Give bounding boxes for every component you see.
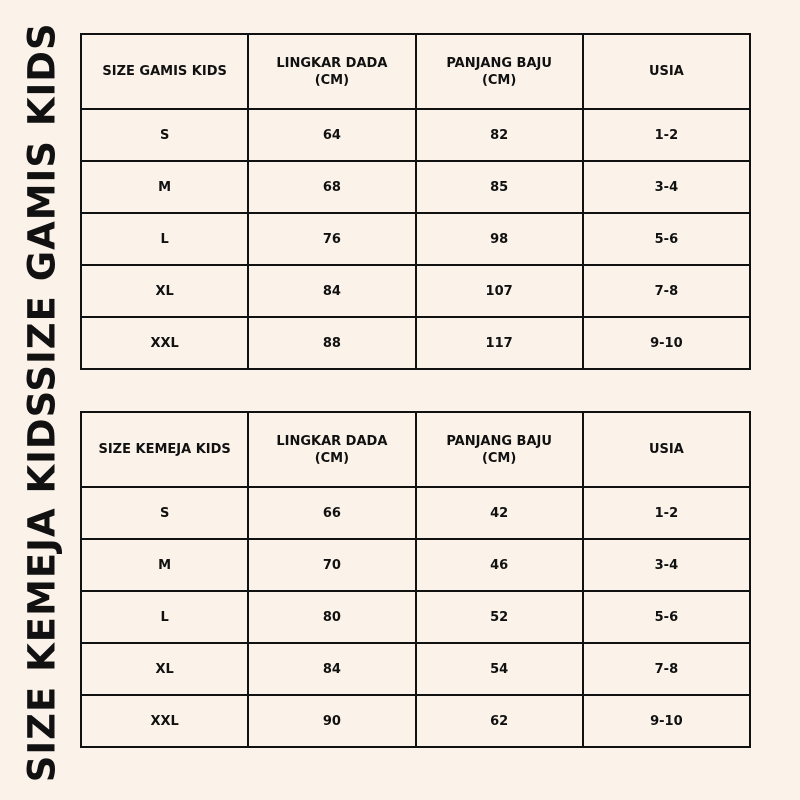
cell-chest: 84 — [248, 265, 415, 317]
cell-chest: 80 — [248, 591, 415, 643]
cell-length: 107 — [416, 265, 583, 317]
cell-age: 1-2 — [583, 109, 750, 161]
side-title-gamis: SIZE GAMIS KIDS — [20, 22, 64, 392]
cell-size: L — [81, 591, 248, 643]
table-row — [81, 161, 750, 213]
cell-age: 5-6 — [583, 591, 750, 643]
cell-size: S — [81, 487, 248, 539]
header-length: PANJANG BAJU (CM) — [416, 34, 583, 109]
cell-chest: 68 — [248, 161, 415, 213]
cell-length: 117 — [416, 317, 583, 369]
cell-size: M — [81, 539, 248, 591]
cell-length: 62 — [416, 695, 583, 747]
cell-age: 7-8 — [583, 265, 750, 317]
table-row — [81, 487, 750, 539]
cell-size: S — [81, 109, 248, 161]
cell-length: 85 — [416, 161, 583, 213]
cell-age: 3-4 — [583, 539, 750, 591]
cell-length: 42 — [416, 487, 583, 539]
cell-age: 9-10 — [583, 695, 750, 747]
header-age: USIA — [583, 412, 750, 487]
cell-size: XXL — [81, 695, 248, 747]
table-header-row — [81, 412, 750, 487]
cell-chest: 90 — [248, 695, 415, 747]
table-row — [81, 317, 750, 369]
cell-age: 7-8 — [583, 643, 750, 695]
cell-chest: 84 — [248, 643, 415, 695]
table-row — [81, 695, 750, 747]
side-title-kemeja: SIZE KEMEJA KIDS — [20, 389, 64, 783]
table-row — [81, 539, 750, 591]
header-size: SIZE GAMIS KIDS — [81, 34, 248, 109]
table-row — [81, 213, 750, 265]
cell-size: M — [81, 161, 248, 213]
table-row — [81, 109, 750, 161]
cell-age: 1-2 — [583, 487, 750, 539]
header-length: PANJANG BAJU (CM) — [416, 412, 583, 487]
header-chest: LINGKAR DADA (CM) — [248, 34, 415, 109]
size-table-kemeja — [80, 411, 751, 748]
cell-chest: 88 — [248, 317, 415, 369]
cell-chest: 64 — [248, 109, 415, 161]
cell-chest: 66 — [248, 487, 415, 539]
table-header-row — [81, 34, 750, 109]
header-chest: LINGKAR DADA (CM) — [248, 412, 415, 487]
cell-length: 54 — [416, 643, 583, 695]
cell-length: 82 — [416, 109, 583, 161]
cell-size: XL — [81, 265, 248, 317]
cell-length: 98 — [416, 213, 583, 265]
cell-age: 5-6 — [583, 213, 750, 265]
cell-chest: 76 — [248, 213, 415, 265]
size-table-gamis — [80, 33, 751, 370]
cell-age: 9-10 — [583, 317, 750, 369]
cell-chest: 70 — [248, 539, 415, 591]
cell-size: XXL — [81, 317, 248, 369]
table-row — [81, 591, 750, 643]
cell-length: 52 — [416, 591, 583, 643]
cell-size: XL — [81, 643, 248, 695]
cell-size: L — [81, 213, 248, 265]
cell-length: 46 — [416, 539, 583, 591]
header-age: USIA — [583, 34, 750, 109]
table-row — [81, 643, 750, 695]
table-row — [81, 265, 750, 317]
header-size: SIZE KEMEJA KIDS — [81, 412, 248, 487]
cell-age: 3-4 — [583, 161, 750, 213]
